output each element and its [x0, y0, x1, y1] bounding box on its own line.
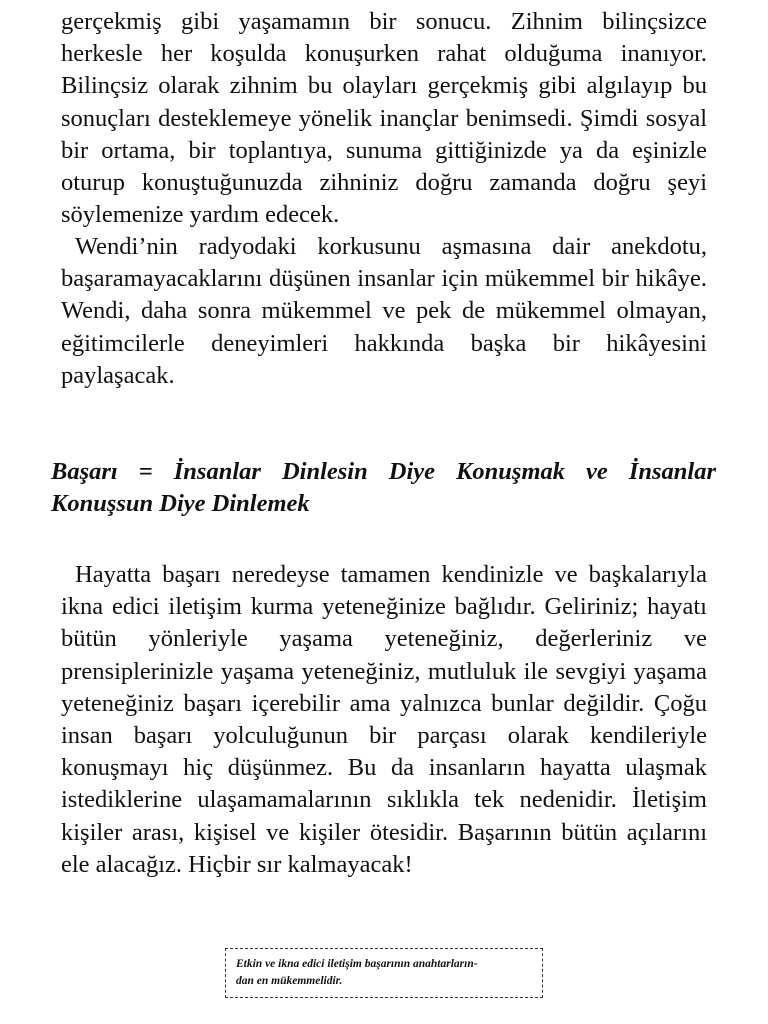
body-paragraph-1: gerçekmiş gibi yaşamamın bir sonucu. Zihnim bilinçsizce herkesle her koşulda konuşurken rahat olduğuma inanıyor. Bilinçsiz olarak zihnim bu olayları gerçekmiş gibi algılayıp bu sonuçları desteklemeye yönelik inançlar benimsedi. Şimdi sosyal bir ortama, bir toplantıya, sunuma gittiğinizde ya da eşinizle oturup konuştuğunuzda zihniniz doğru zamanda doğru şeyi söylemenize yardım edecek.: [61, 8, 707, 229]
body-paragraph-2: Wendi’nin radyodaki korkusunu aşmasına dair anekdotu, başaramayacaklarını düşünen insanlar için mükemmel bir hikâye. Wendi, daha sonra mükemmel ve pek de mükemmel olmayan, eğitimcilerle deneyimleri hakkında başka bir hikâyesini paylaşacak.: [61, 233, 707, 389]
pull-quote-text: [236, 956, 532, 990]
section-heading: Başarı = İnsanlar Dinlesin Diye Konuşmak ve İnsanlar Konuşsun Diye Dinlemek: [51, 458, 716, 517]
body-paragraph-3: Hayatta başarı neredeyse tamamen kendinizle ve başkalarıyla ikna edici iletişim kurma yeteneğinize bağlıdır. Geliriniz; hayatı bütün yönleriyle yaşama yeteneğiniz, değerleriniz ve prensiplerinizle yaşama yeteneğiniz, mutluluk ile sevgiyi yaşama yeteneğiniz başarı içerebilir ama yalnızca bunlar değildir. Çoğu insan başarı yolculuğunun bir parçası olarak kendileriyle konuşmayı hiç düşünmez. Bu da insanların hayatta ulaşmak istediklerine ulaşamamalarının sıklıkla tek nedenidir. İletişim kişiler arası, kişisel ve kişiler ötesidir. Başarının bütün açılarını ele alacağız. Hiçbir sır kalmayacak!: [61, 561, 707, 878]
pull-quote-line-1: Etkin ve ikna edici iletişim başarının anahtarların-: [236, 958, 478, 970]
pull-quote-box: [225, 948, 543, 998]
pull-quote-line-2: dan en mükemmelidir.: [236, 975, 343, 987]
